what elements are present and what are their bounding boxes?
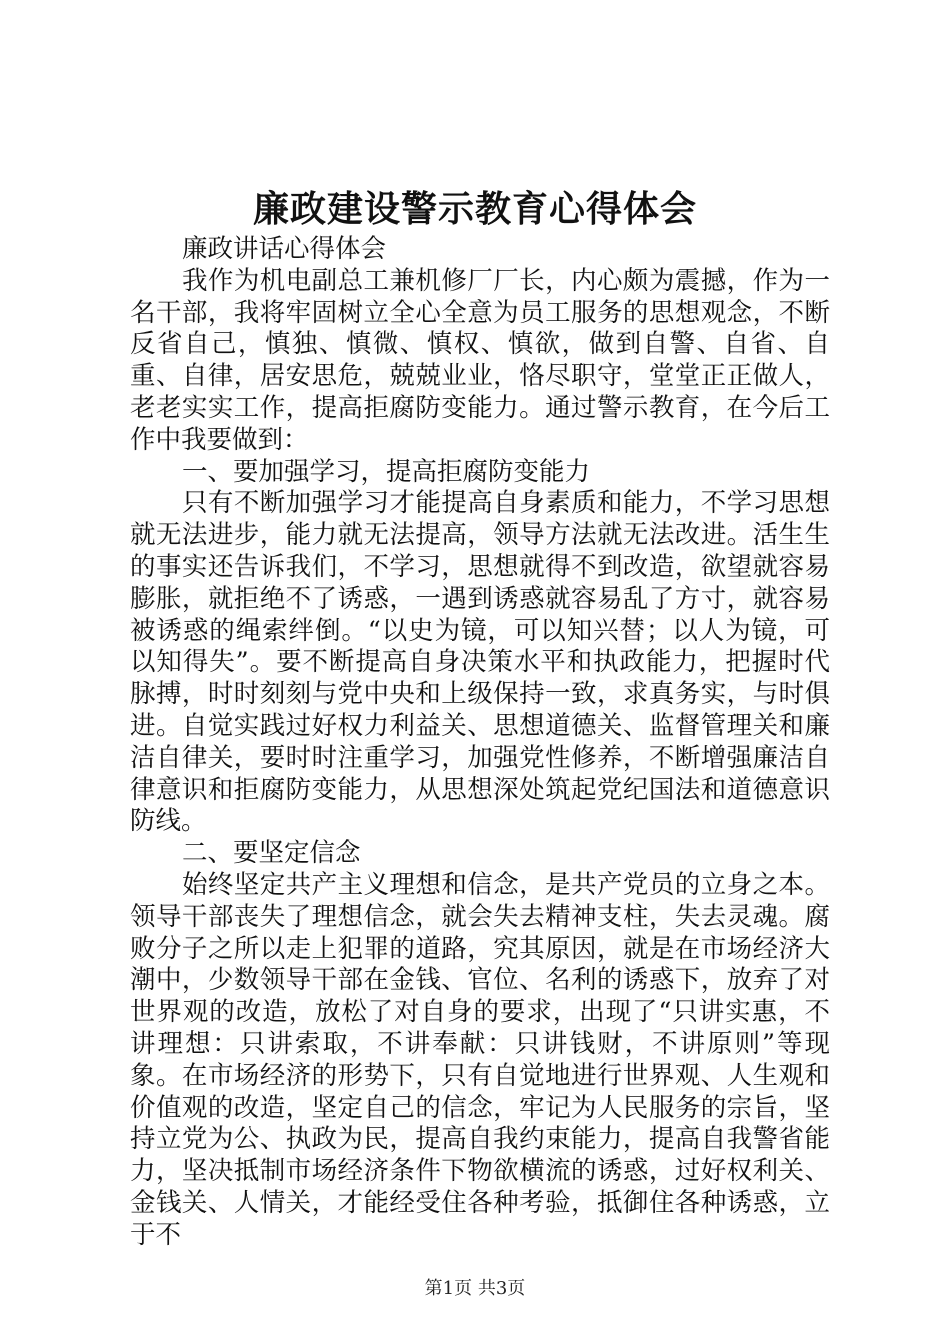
paragraph-intro: 我作为机电副总工兼机修厂厂长，内心颇为震撼，作为一名干部，我将牢固树立全心全意为员工服务的思想观念，不断反省自己，慎独、慎微、慎权、慎欲，做到自警、自省、自重、自律，居安思危，兢兢业业，恪尽职守，堂堂正正做人，老老实实工作，提高拒腐防变能力。通过警示教育，在今后工作中我要做到： (130, 265, 830, 455)
section-heading-2: 二、要坚定信念 (182, 838, 361, 869)
page-number-footer: 第1页 共3页 (424, 1278, 526, 1299)
paragraph-subtitle: 廉政讲话心得体会 (182, 234, 387, 264)
document-title: 廉政建设警示教育心得体会 (252, 188, 697, 230)
document-body (130, 234, 830, 1252)
section-heading-1: 一、要加强学习，提高拒腐防变能力 (182, 456, 591, 487)
paragraph-section-2: 始终坚定共产主义理想和信念，是共产党员的立身之本。领导干部丧失了理想信念，就会失去精神支柱，失去灵魂。腐败分子之所以走上犯罪的道路，究其原因，就是在市场经济大潮中，少数领导干部在金钱、官位、名利的诱惑下，放弃了对世界观的改造，放松了对自身的要求，出现了“只讲实惠，不讲理想：只讲索取，不讲奉献：只讲钱财，不讲原则”等现象。在市场经济的形势下，只有自觉地进行世界观、人生观和价值观的改造，坚定自己的信念，牢记为人民服务的宗旨，坚持立党为公、执政为民，提高自我约束能力，提高自我警省能力，坚决抵制市场经济条件下物欲横流的诱惑，过好权利关、金钱关、人情关，才能经受住各种考验，抵御住各种诱惑，立于不 (130, 869, 830, 1250)
paragraph-section-1: 只有不断加强学习才能提高自身素质和能力，不学习思想就无法进步，能力就无法提高，领导方法就无法改进。活生生的事实还告诉我们，不学习，思想就得不到改造，欲望就容易膨胀，就拒绝不了诱惑，一遇到诱惑就容易乱了方寸，就容易被诱惑的绳索绊倒。“以史为镜，可以知兴替；以人为镜，可以知得失”。要不断提高自身决策水平和执政能力，把握时代脉搏，时时刻刻与党中央和上级保持一致，求真务实，与时俱进。自觉实践过好权力利益关、思想道德关、监督管理关和廉洁自律关，要时时注重学习，加强党性修养，不断增强廉洁自律意识和拒腐防变能力，从思想深处筑起党纪国法和道德意识防线。 (130, 488, 830, 837)
